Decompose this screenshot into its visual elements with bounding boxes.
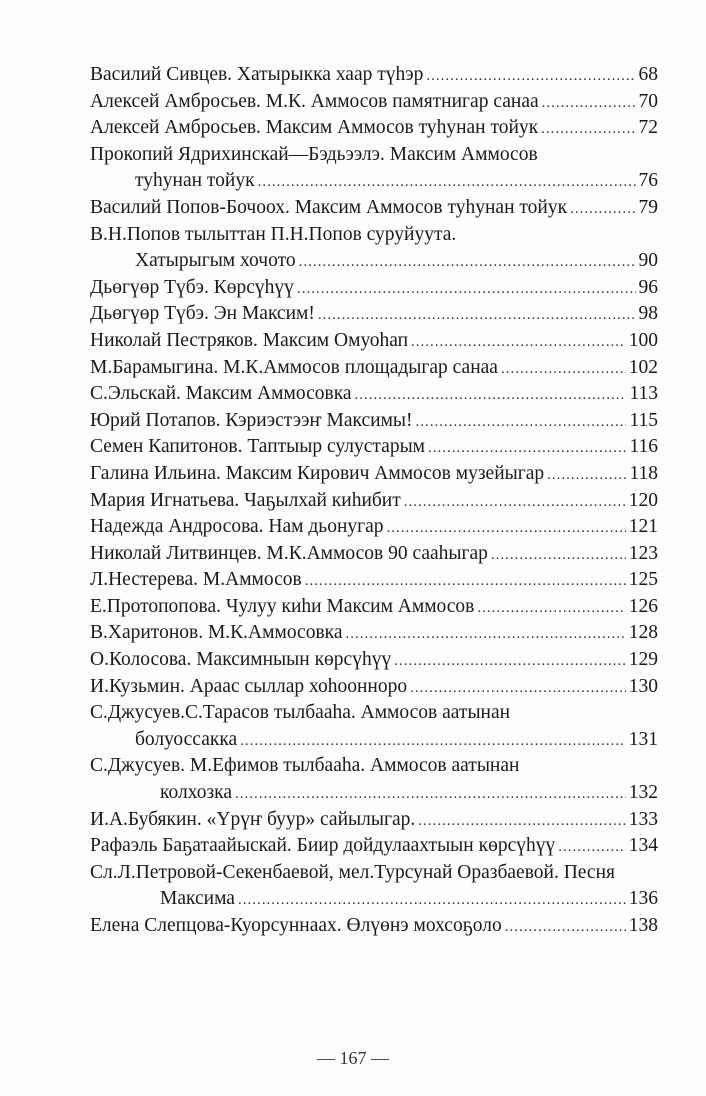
dot-leader xyxy=(394,653,626,670)
toc-entry-page: 102 xyxy=(628,356,658,378)
dot-leader xyxy=(411,334,626,351)
dot-leader xyxy=(305,573,626,590)
toc-entry-line xyxy=(90,330,658,357)
toc-entry-continuation xyxy=(90,170,658,197)
toc-entry-title: Хатырыгым хочото xyxy=(135,250,296,272)
toc-entry-page: 100 xyxy=(628,329,658,351)
toc-entry-title: Надежда Андросова. Нам дьонугар xyxy=(90,516,384,538)
toc-entry-title: Николай Литвинцев. М.К.Аммосов 90 сааһыгар xyxy=(90,542,488,564)
toc-entry-title: С.Эльскай. Максим Аммосовка xyxy=(90,383,352,405)
toc-entry xyxy=(90,224,658,277)
toc-entry-line xyxy=(90,596,658,623)
toc-entry-line xyxy=(90,144,658,171)
toc-entry-line xyxy=(90,702,658,729)
dot-leader xyxy=(542,95,636,112)
dot-leader xyxy=(428,440,626,457)
toc-entry-page: 96 xyxy=(638,276,658,298)
dot-leader xyxy=(387,520,626,537)
toc-entry-title: Алексей Амбросьев. М.К. Аммосов памятнигар санаа xyxy=(90,90,539,112)
dot-leader xyxy=(426,68,635,85)
toc-entry-title: Юрий Потапов. Кэриэстээҥ Максимы! xyxy=(90,409,413,431)
toc-entry-title: Максима xyxy=(160,888,235,910)
dot-leader xyxy=(235,786,626,803)
toc-entry-title: Галина Ильина. Максим Кирович Аммосов музейыгар xyxy=(90,462,545,484)
dot-leader xyxy=(318,307,636,324)
toc-entry xyxy=(90,64,658,91)
toc-entry xyxy=(90,862,658,915)
toc-entry-line xyxy=(90,649,658,676)
toc-entry xyxy=(90,91,658,118)
dot-leader xyxy=(547,467,626,484)
dot-leader xyxy=(558,839,626,856)
toc-entry-page: 76 xyxy=(638,170,658,192)
toc-entry-continuation xyxy=(90,888,658,915)
toc-entry xyxy=(90,117,658,144)
toc-entry-line xyxy=(90,303,658,330)
toc-entry-page: 130 xyxy=(628,675,658,697)
toc-entry-page: 70 xyxy=(638,90,658,112)
toc-entry-title: И.А.Бубякин. «Үрүҥ буур» сайылыгар. xyxy=(90,808,416,830)
table-of-contents xyxy=(90,64,658,942)
dot-leader xyxy=(570,201,635,218)
toc-entry-line xyxy=(90,516,658,543)
toc-entry-line xyxy=(90,410,658,437)
toc-entry-page: 133 xyxy=(628,808,658,830)
toc-entry-page: 132 xyxy=(628,782,658,804)
toc-entry-continuation xyxy=(90,782,658,809)
toc-entry-title: Прокопий Ядрихинскай—Бэдьээлэ. Максим Аммосов xyxy=(90,143,538,165)
toc-entry xyxy=(90,463,658,490)
toc-entry-line xyxy=(90,862,658,889)
toc-entry-line xyxy=(90,277,658,304)
toc-entry-page: 125 xyxy=(628,569,658,591)
toc-entry-page: 118 xyxy=(629,462,658,484)
toc-entry xyxy=(90,915,658,942)
toc-entry-title: М.Барамыгина. М.К.Аммосов площадыгар санаа xyxy=(90,356,498,378)
toc-entry-line xyxy=(90,383,658,410)
toc-entry xyxy=(90,569,658,596)
toc-entry-title: болуоссакка xyxy=(135,728,238,750)
dot-leader xyxy=(410,680,626,697)
toc-entry-continuation xyxy=(90,729,658,756)
dot-leader xyxy=(418,813,626,830)
toc-entry xyxy=(90,490,658,517)
toc-entry-line xyxy=(90,64,658,91)
toc-entry-page: 116 xyxy=(629,436,658,458)
toc-entry xyxy=(90,702,658,755)
toc-entry-continuation xyxy=(90,250,658,277)
toc-entry-line xyxy=(90,357,658,384)
toc-entry-title: колхозка xyxy=(160,782,233,804)
dot-leader xyxy=(240,733,626,750)
dot-leader xyxy=(404,494,626,511)
toc-entry-page: 134 xyxy=(628,835,658,857)
toc-entry-title: туһунан тойук xyxy=(135,170,255,192)
dot-leader xyxy=(299,254,636,271)
toc-entry xyxy=(90,543,658,570)
toc-entry-page: 123 xyxy=(628,542,658,564)
toc-entry-line xyxy=(90,490,658,517)
toc-entry-title: Василий Сивцев. Хатырыкка хаар түһэр xyxy=(90,64,424,85)
toc-entry-line xyxy=(90,915,658,942)
toc-entry-line xyxy=(90,463,658,490)
toc-entry xyxy=(90,303,658,330)
toc-entry-title: С.Джусуев. М.Ефимов тылбааһа. Аммосов аатынан xyxy=(90,755,520,777)
toc-entry-title: И.Кузьмин. Араас сыллар хоһоонноро xyxy=(90,675,408,697)
toc-entry-page: 90 xyxy=(638,250,658,272)
toc-entry-title: В.Н.Попов тылыттан П.Н.Попов суруйуута. xyxy=(90,223,457,245)
toc-entry-page: 126 xyxy=(628,595,658,617)
dot-leader xyxy=(416,414,627,431)
toc-entry-title: Л.Нестерева. М.Аммосов xyxy=(90,569,302,591)
toc-entry-title: Мария Игнатьева. Чаҕылхай киһибит xyxy=(90,489,401,511)
toc-entry-line xyxy=(90,622,658,649)
toc-entry-title: О.Колосова. Максимныын көрсүһүү xyxy=(90,649,392,671)
dot-leader xyxy=(491,547,626,564)
dot-leader xyxy=(238,892,626,909)
toc-entry-title: Дьөгүөр Түбэ. Көрсүһүү xyxy=(90,276,294,298)
toc-entry-line xyxy=(90,91,658,118)
toc-entry-page: 98 xyxy=(638,303,658,325)
toc-entry xyxy=(90,410,658,437)
toc-entry xyxy=(90,755,658,808)
toc-entry-title: Николай Пестряков. Максим Омуоһап xyxy=(90,329,409,351)
toc-entry xyxy=(90,809,658,836)
dot-leader xyxy=(346,626,626,643)
toc-entry-page: 115 xyxy=(629,409,658,431)
toc-entry xyxy=(90,383,658,410)
toc-entry xyxy=(90,676,658,703)
toc-entry xyxy=(90,649,658,676)
toc-entry-line xyxy=(90,809,658,836)
toc-entry-page: 72 xyxy=(638,117,658,139)
toc-entry xyxy=(90,516,658,543)
dot-leader xyxy=(258,174,636,191)
toc-entry-page: 68 xyxy=(638,64,658,85)
dot-leader xyxy=(501,361,626,378)
toc-entry-line xyxy=(90,543,658,570)
toc-entry-title: Семен Капитонов. Таптыыр сулустарым xyxy=(90,436,426,458)
toc-entry-page: 129 xyxy=(628,649,658,671)
toc-entry-line xyxy=(90,755,658,782)
dot-leader xyxy=(477,600,625,617)
toc-entry-line xyxy=(90,569,658,596)
toc-entry-page: 128 xyxy=(628,622,658,644)
toc-entry xyxy=(90,596,658,623)
toc-entry-page: 113 xyxy=(629,383,658,405)
toc-entry-title: Алексей Амбросьев. Максим Аммосов туһунан тойук xyxy=(90,117,539,139)
toc-entry-line xyxy=(90,224,658,251)
toc-entry xyxy=(90,835,658,862)
toc-entry-line xyxy=(90,197,658,224)
page-number: — 167 — xyxy=(317,1048,389,1068)
toc-entry-page: 121 xyxy=(628,516,658,538)
toc-entry-line xyxy=(90,436,658,463)
toc-entry-title: Рафаэль Баҕатаайыскай. Биир дойдулаахтыын көрсүһүү xyxy=(90,835,556,857)
toc-entry-title: Сл.Л.Петровой-Секенбаевой, мел.Турсунай Оразбаевой. Песня xyxy=(90,861,615,883)
toc-entry-title: Дьөгүөр Түбэ. Эн Максим! xyxy=(90,303,315,325)
toc-entry-page: 136 xyxy=(628,888,658,910)
toc-entry-page: 131 xyxy=(628,728,658,750)
toc-entry xyxy=(90,277,658,304)
toc-entry-page: 120 xyxy=(628,489,658,511)
dot-leader xyxy=(541,121,635,138)
toc-entry-title: Елена Слепцова-Куорсуннаах. Өлүөнэ мохсоҕоло xyxy=(90,915,502,936)
toc-entry xyxy=(90,622,658,649)
toc-entry xyxy=(90,357,658,384)
dot-leader xyxy=(505,919,626,936)
toc-entry-title: В.Харитонов. М.К.Аммосовка xyxy=(90,622,343,644)
toc-entry xyxy=(90,436,658,463)
toc-entry-title: Василий Попов-Бочоох. Максим Аммосов туһунан тойук xyxy=(90,196,568,218)
toc-entry-line xyxy=(90,117,658,144)
toc-entry-title: Е.Протопопова. Чулуу киһи Максим Аммосов xyxy=(90,595,475,617)
toc-entry-page: 138 xyxy=(628,915,658,936)
toc-entry-line xyxy=(90,835,658,862)
toc-entry-title: С.Джусуев.С.Тарасов тылбааһа. Аммосов аатынан xyxy=(90,702,511,724)
toc-entry-page: 79 xyxy=(638,196,658,218)
toc-entry xyxy=(90,330,658,357)
toc-entry xyxy=(90,144,658,197)
dot-leader xyxy=(297,281,636,298)
toc-entry xyxy=(90,197,658,224)
dot-leader xyxy=(355,387,627,404)
toc-entry-line xyxy=(90,676,658,703)
